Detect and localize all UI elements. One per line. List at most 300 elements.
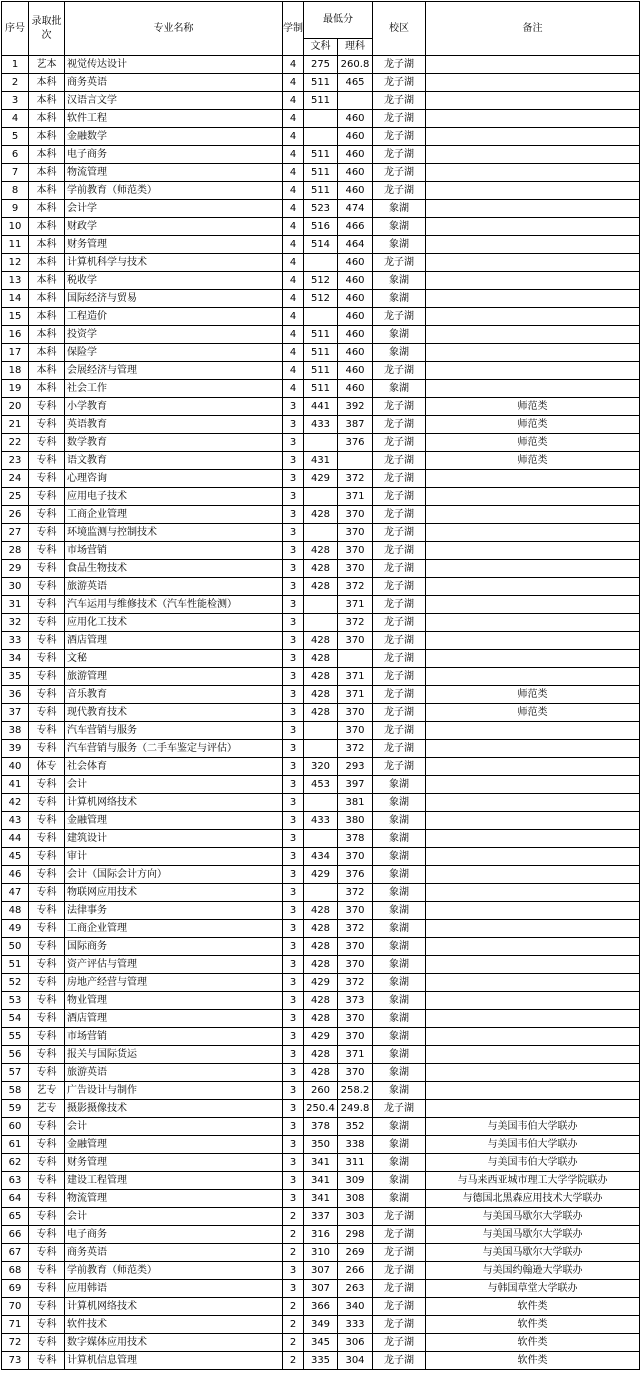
batch-cell: 专科 — [29, 1244, 65, 1262]
seq-cell: 62 — [2, 1154, 29, 1172]
campus-cell: 象湖 — [373, 1118, 426, 1136]
years-cell: 4 — [283, 272, 304, 290]
seq-cell: 31 — [2, 596, 29, 614]
arts-score-cell: 310 — [304, 1244, 338, 1262]
batch-cell: 专科 — [29, 650, 65, 668]
seq-cell: 1 — [2, 56, 29, 74]
major-cell: 会展经济与管理 — [65, 362, 283, 380]
remark-cell — [426, 272, 640, 290]
batch-cell: 专科 — [29, 740, 65, 758]
science-score-cell: 372 — [338, 974, 373, 992]
table-row — [2, 362, 640, 380]
batch-cell: 专科 — [29, 830, 65, 848]
batch-cell: 专科 — [29, 1280, 65, 1298]
table-row — [2, 668, 640, 686]
campus-cell: 象湖 — [373, 1082, 426, 1100]
remark-cell — [426, 218, 640, 236]
science-score-cell: 370 — [338, 632, 373, 650]
science-score-cell: 263 — [338, 1280, 373, 1298]
arts-score-cell: 349 — [304, 1316, 338, 1334]
seq-cell: 11 — [2, 236, 29, 254]
science-score-cell: 370 — [338, 560, 373, 578]
seq-cell: 10 — [2, 218, 29, 236]
major-cell: 应用化工技术 — [65, 614, 283, 632]
table-row — [2, 398, 640, 416]
table-row — [2, 884, 640, 902]
major-cell: 物业管理 — [65, 992, 283, 1010]
seq-cell: 56 — [2, 1046, 29, 1064]
science-score-cell: 371 — [338, 686, 373, 704]
batch-cell: 专科 — [29, 992, 65, 1010]
batch-cell: 本科 — [29, 110, 65, 128]
science-score-cell: 372 — [338, 920, 373, 938]
campus-cell: 龙子湖 — [373, 182, 426, 200]
table-row — [2, 1118, 640, 1136]
years-cell: 2 — [283, 1352, 304, 1370]
seq-cell: 8 — [2, 182, 29, 200]
seq-cell: 43 — [2, 812, 29, 830]
arts-score-cell: 511 — [304, 164, 338, 182]
seq-cell: 32 — [2, 614, 29, 632]
remark-cell: 与美国马歇尔大学联办 — [426, 1226, 640, 1244]
header-row — [2, 2, 640, 39]
years-cell: 4 — [283, 146, 304, 164]
science-score-cell: 387 — [338, 416, 373, 434]
seq-cell: 72 — [2, 1334, 29, 1352]
arts-score-cell — [304, 524, 338, 542]
table-row — [2, 848, 640, 866]
campus-cell: 龙子湖 — [373, 668, 426, 686]
years-cell: 3 — [283, 1172, 304, 1190]
arts-score-cell: 511 — [304, 92, 338, 110]
campus-cell: 龙子湖 — [373, 146, 426, 164]
science-score-cell: 370 — [338, 542, 373, 560]
table-row — [2, 128, 640, 146]
campus-cell: 龙子湖 — [373, 596, 426, 614]
campus-cell: 龙子湖 — [373, 398, 426, 416]
years-cell: 2 — [283, 1226, 304, 1244]
remark-cell: 与美国约翰逊大学联办 — [426, 1262, 640, 1280]
table-row — [2, 326, 640, 344]
seq-cell: 55 — [2, 1028, 29, 1046]
arts-score-cell: 345 — [304, 1334, 338, 1352]
batch-cell: 专科 — [29, 1262, 65, 1280]
major-cell: 保险学 — [65, 344, 283, 362]
arts-score-cell: 350 — [304, 1136, 338, 1154]
campus-cell: 龙子湖 — [373, 56, 426, 74]
years-cell: 3 — [283, 830, 304, 848]
remark-cell: 师范类 — [426, 416, 640, 434]
batch-cell: 本科 — [29, 380, 65, 398]
batch-cell: 本科 — [29, 182, 65, 200]
arts-score-cell: 428 — [304, 992, 338, 1010]
arts-score-cell: 260 — [304, 1082, 338, 1100]
seq-cell: 29 — [2, 560, 29, 578]
arts-score-cell: 307 — [304, 1262, 338, 1280]
seq-cell: 46 — [2, 866, 29, 884]
batch-cell: 专科 — [29, 1352, 65, 1370]
arts-score-cell: 429 — [304, 974, 338, 992]
major-cell: 法律事务 — [65, 902, 283, 920]
table-row — [2, 1154, 640, 1172]
years-cell: 3 — [283, 1136, 304, 1154]
major-cell: 社会工作 — [65, 380, 283, 398]
remark-cell — [426, 1100, 640, 1118]
table-row — [2, 1172, 640, 1190]
years-cell: 3 — [283, 902, 304, 920]
years-cell: 3 — [283, 650, 304, 668]
campus-cell: 龙子湖 — [373, 434, 426, 452]
batch-cell: 艺专 — [29, 1100, 65, 1118]
remark-cell — [426, 182, 640, 200]
seq-cell: 65 — [2, 1208, 29, 1226]
years-cell: 4 — [283, 218, 304, 236]
major-cell: 软件技术 — [65, 1316, 283, 1334]
table-row — [2, 794, 640, 812]
campus-cell: 象湖 — [373, 794, 426, 812]
table-row — [2, 704, 640, 722]
seq-cell: 73 — [2, 1352, 29, 1370]
remark-cell: 与马来西亚城市理工大学学院联办 — [426, 1172, 640, 1190]
science-score-cell: 376 — [338, 434, 373, 452]
major-cell: 资产评估与管理 — [65, 956, 283, 974]
batch-cell: 本科 — [29, 146, 65, 164]
years-cell: 3 — [283, 452, 304, 470]
arts-header: 文科 — [304, 39, 338, 56]
table-row — [2, 740, 640, 758]
science-score-cell: 372 — [338, 740, 373, 758]
table-row — [2, 1280, 640, 1298]
major-cell: 视觉传达设计 — [65, 56, 283, 74]
major-cell: 软件工程 — [65, 110, 283, 128]
seq-cell: 59 — [2, 1100, 29, 1118]
campus-cell: 象湖 — [373, 1136, 426, 1154]
years-cell: 3 — [283, 416, 304, 434]
table-row — [2, 614, 640, 632]
major-cell: 数学教育 — [65, 434, 283, 452]
batch-cell: 本科 — [29, 344, 65, 362]
arts-score-cell: 428 — [304, 686, 338, 704]
seq-cell: 42 — [2, 794, 29, 812]
table-row — [2, 830, 640, 848]
remark-cell — [426, 326, 640, 344]
arts-score-cell: 341 — [304, 1154, 338, 1172]
arts-score-cell: 512 — [304, 272, 338, 290]
remark-cell — [426, 596, 640, 614]
seq-cell: 20 — [2, 398, 29, 416]
remark-cell — [426, 290, 640, 308]
batch-cell: 专科 — [29, 1226, 65, 1244]
batch-cell: 专科 — [29, 416, 65, 434]
science-score-cell: 258.2 — [338, 1082, 373, 1100]
remark-cell: 与德国北黑森应用技术大学联办 — [426, 1190, 640, 1208]
campus-cell: 象湖 — [373, 218, 426, 236]
science-score-cell: 372 — [338, 578, 373, 596]
major-cell: 现代教育技术 — [65, 704, 283, 722]
arts-score-cell: 341 — [304, 1190, 338, 1208]
table-row — [2, 776, 640, 794]
major-cell: 会计 — [65, 776, 283, 794]
major-cell: 投资学 — [65, 326, 283, 344]
arts-score-cell — [304, 740, 338, 758]
campus-cell: 龙子湖 — [373, 614, 426, 632]
campus-cell: 龙子湖 — [373, 1100, 426, 1118]
campus-cell: 龙子湖 — [373, 632, 426, 650]
campus-cell: 象湖 — [373, 848, 426, 866]
remark-cell — [426, 164, 640, 182]
major-cell: 摄影摄像技术 — [65, 1100, 283, 1118]
campus-cell: 龙子湖 — [373, 164, 426, 182]
science-score-cell: 338 — [338, 1136, 373, 1154]
science-score-cell: 333 — [338, 1316, 373, 1334]
years-cell: 3 — [283, 1280, 304, 1298]
years-cell: 4 — [283, 56, 304, 74]
batch-cell: 本科 — [29, 128, 65, 146]
table-row — [2, 920, 640, 938]
science-score-cell: 460 — [338, 290, 373, 308]
table-row — [2, 560, 640, 578]
arts-score-cell — [304, 254, 338, 272]
campus-cell: 象湖 — [373, 884, 426, 902]
table-row — [2, 56, 640, 74]
years-cell: 3 — [283, 848, 304, 866]
campus-cell: 象湖 — [373, 776, 426, 794]
table-row — [2, 1226, 640, 1244]
seq-cell: 25 — [2, 488, 29, 506]
remark-cell — [426, 632, 640, 650]
remark-cell — [426, 542, 640, 560]
batch-cell: 专科 — [29, 614, 65, 632]
batch-cell: 专科 — [29, 1208, 65, 1226]
remark-cell: 与美国韦伯大学联办 — [426, 1118, 640, 1136]
seq-cell: 69 — [2, 1280, 29, 1298]
arts-score-cell: 366 — [304, 1298, 338, 1316]
seq-cell: 17 — [2, 344, 29, 362]
major-cell: 计算机信息管理 — [65, 1352, 283, 1370]
arts-score-cell — [304, 596, 338, 614]
science-score-cell: 460 — [338, 326, 373, 344]
seq-cell: 68 — [2, 1262, 29, 1280]
batch-cell: 本科 — [29, 218, 65, 236]
remark-cell — [426, 128, 640, 146]
table-row — [2, 146, 640, 164]
batch-cell: 专科 — [29, 542, 65, 560]
years-cell: 3 — [283, 920, 304, 938]
table-row — [2, 1208, 640, 1226]
science-score-cell: 370 — [338, 956, 373, 974]
table-row — [2, 524, 640, 542]
seq-cell: 39 — [2, 740, 29, 758]
major-cell: 小学教育 — [65, 398, 283, 416]
seq-cell: 16 — [2, 326, 29, 344]
remark-cell — [426, 650, 640, 668]
major-cell: 社会体育 — [65, 758, 283, 776]
batch-cell: 专科 — [29, 1028, 65, 1046]
major-cell: 物流管理 — [65, 164, 283, 182]
campus-cell: 龙子湖 — [373, 650, 426, 668]
years-cell: 3 — [283, 740, 304, 758]
seq-cell: 71 — [2, 1316, 29, 1334]
years-cell: 3 — [283, 992, 304, 1010]
campus-cell: 龙子湖 — [373, 1316, 426, 1334]
table-row — [2, 1082, 640, 1100]
batch-cell: 专科 — [29, 938, 65, 956]
seq-cell: 58 — [2, 1082, 29, 1100]
science-score-cell: 460 — [338, 344, 373, 362]
table-row — [2, 686, 640, 704]
campus-cell: 象湖 — [373, 812, 426, 830]
science-score-cell: 260.8 — [338, 56, 373, 74]
remark-cell — [426, 848, 640, 866]
table-row — [2, 1298, 640, 1316]
campus-cell: 龙子湖 — [373, 452, 426, 470]
science-score-cell: 370 — [338, 1064, 373, 1082]
major-header: 专业名称 — [65, 2, 283, 56]
years-cell: 2 — [283, 1316, 304, 1334]
table-row — [2, 254, 640, 272]
seq-cell: 63 — [2, 1172, 29, 1190]
years-cell: 4 — [283, 308, 304, 326]
years-cell: 3 — [283, 578, 304, 596]
science-score-cell — [338, 452, 373, 470]
arts-score-cell: 433 — [304, 812, 338, 830]
remark-cell — [426, 866, 640, 884]
table-row — [2, 1100, 640, 1118]
seq-cell: 19 — [2, 380, 29, 398]
remark-cell — [426, 146, 640, 164]
campus-cell: 龙子湖 — [373, 128, 426, 146]
batch-cell: 专科 — [29, 902, 65, 920]
arts-score-cell: 428 — [304, 1010, 338, 1028]
years-cell: 4 — [283, 92, 304, 110]
arts-score-cell: 433 — [304, 416, 338, 434]
remark-cell: 与美国马歇尔大学联办 — [426, 1208, 640, 1226]
years-cell: 2 — [283, 1244, 304, 1262]
arts-score-cell: 511 — [304, 380, 338, 398]
major-cell: 商务英语 — [65, 74, 283, 92]
major-cell: 汽车营销与服务 — [65, 722, 283, 740]
campus-cell: 象湖 — [373, 956, 426, 974]
remark-header: 备注 — [426, 2, 640, 56]
major-cell: 财务管理 — [65, 1154, 283, 1172]
seq-cell: 51 — [2, 956, 29, 974]
science-score-cell: 380 — [338, 812, 373, 830]
remark-cell — [426, 974, 640, 992]
batch-cell: 专科 — [29, 1118, 65, 1136]
seq-cell: 9 — [2, 200, 29, 218]
years-cell: 4 — [283, 110, 304, 128]
science-score-cell: 308 — [338, 1190, 373, 1208]
batch-cell: 专科 — [29, 632, 65, 650]
batch-cell: 艺专 — [29, 1082, 65, 1100]
years-cell: 4 — [283, 128, 304, 146]
min-score-header: 最低分 — [304, 2, 373, 39]
major-cell: 金融管理 — [65, 1136, 283, 1154]
years-cell: 4 — [283, 326, 304, 344]
major-cell: 音乐教育 — [65, 686, 283, 704]
science-score-cell: 465 — [338, 74, 373, 92]
major-cell: 市场营销 — [65, 542, 283, 560]
remark-cell — [426, 776, 640, 794]
arts-score-cell — [304, 794, 338, 812]
arts-score-cell: 428 — [304, 578, 338, 596]
science-score-cell: 311 — [338, 1154, 373, 1172]
years-cell: 4 — [283, 290, 304, 308]
campus-cell: 象湖 — [373, 326, 426, 344]
arts-score-cell — [304, 884, 338, 902]
remark-cell — [426, 380, 640, 398]
years-cell: 3 — [283, 1082, 304, 1100]
arts-score-cell: 428 — [304, 668, 338, 686]
science-score-cell: 372 — [338, 884, 373, 902]
remark-cell — [426, 1046, 640, 1064]
science-score-cell: 460 — [338, 254, 373, 272]
science-score-cell: 464 — [338, 236, 373, 254]
science-score-cell: 460 — [338, 380, 373, 398]
table-row — [2, 452, 640, 470]
arts-score-cell: 429 — [304, 1028, 338, 1046]
years-cell: 3 — [283, 866, 304, 884]
campus-cell: 象湖 — [373, 938, 426, 956]
science-score-cell: 370 — [338, 704, 373, 722]
science-score-cell: 370 — [338, 902, 373, 920]
arts-score-cell: 431 — [304, 452, 338, 470]
science-score-cell: 371 — [338, 596, 373, 614]
science-score-cell: 249.8 — [338, 1100, 373, 1118]
major-cell: 旅游管理 — [65, 668, 283, 686]
campus-cell: 象湖 — [373, 974, 426, 992]
years-cell: 4 — [283, 380, 304, 398]
seq-cell: 40 — [2, 758, 29, 776]
campus-cell: 龙子湖 — [373, 92, 426, 110]
major-cell: 金融管理 — [65, 812, 283, 830]
arts-score-cell: 428 — [304, 920, 338, 938]
arts-score-cell: 429 — [304, 470, 338, 488]
years-cell: 3 — [283, 596, 304, 614]
remark-cell — [426, 254, 640, 272]
science-score-cell: 269 — [338, 1244, 373, 1262]
seq-cell: 30 — [2, 578, 29, 596]
arts-score-cell: 428 — [304, 1046, 338, 1064]
seq-cell: 2 — [2, 74, 29, 92]
campus-cell: 龙子湖 — [373, 308, 426, 326]
batch-cell: 本科 — [29, 308, 65, 326]
seq-cell: 47 — [2, 884, 29, 902]
major-cell: 计算机科学与技术 — [65, 254, 283, 272]
table-row — [2, 974, 640, 992]
table-row — [2, 596, 640, 614]
batch-cell: 专科 — [29, 1064, 65, 1082]
years-cell: 2 — [283, 1334, 304, 1352]
arts-score-cell: 428 — [304, 560, 338, 578]
seq-cell: 26 — [2, 506, 29, 524]
batch-cell: 专科 — [29, 794, 65, 812]
table-row — [2, 1316, 640, 1334]
years-cell: 3 — [283, 470, 304, 488]
batch-cell: 专科 — [29, 776, 65, 794]
seq-cell: 70 — [2, 1298, 29, 1316]
table-row — [2, 542, 640, 560]
science-score-cell: 381 — [338, 794, 373, 812]
years-cell: 3 — [283, 884, 304, 902]
major-cell: 英语教育 — [65, 416, 283, 434]
remark-cell — [426, 308, 640, 326]
years-cell: 4 — [283, 254, 304, 272]
arts-score-cell: 428 — [304, 1064, 338, 1082]
remark-cell — [426, 578, 640, 596]
batch-cell: 专科 — [29, 866, 65, 884]
batch-cell: 专科 — [29, 1316, 65, 1334]
